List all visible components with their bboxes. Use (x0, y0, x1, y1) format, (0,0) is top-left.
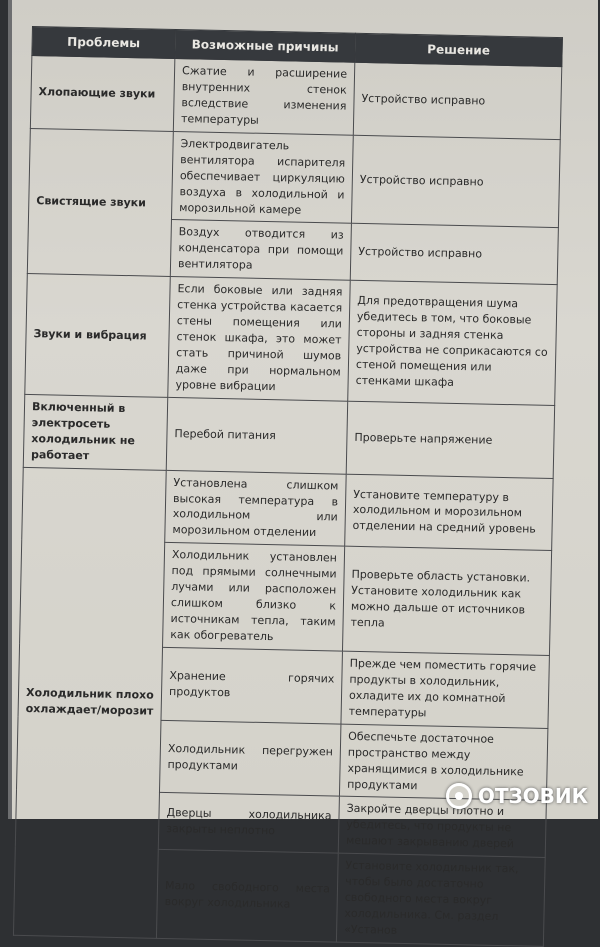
table-row (25, 274, 557, 406)
table-row (22, 467, 553, 551)
cause-cell: Сжатие и расширение внутренних стенок вследствие изменения температуры (173, 58, 354, 135)
watermark-text: ОТЗОВИК (477, 784, 588, 808)
table-row (23, 394, 554, 478)
solution-cell: Для предотвращения шума убедитесь в том, что боковые стороны и задняя стенка устройства не соприкасаются со стеной помещения или стенками шкафа (348, 280, 557, 405)
header-solution: Решение (355, 33, 563, 66)
problem-cell: Звуки и вибрация (25, 274, 170, 398)
solution-cell: Закройте дверцы плотно и убедитесь, что продукты не мешают закрыванию дверей (338, 797, 546, 858)
otzovik-watermark (446, 783, 588, 809)
problem-cell: Холодильник плохо охлаждает/морозит (13, 467, 166, 938)
cause-cell: Холодильник перегружен продуктами (159, 720, 340, 797)
cause-cell: Воздух отводится из конденсатора при помощи вентилятора (170, 220, 351, 281)
solution-cell: Устройство исправно (351, 135, 560, 228)
solution-cell: Проверьте область установки. Установите холодильник как можно дальше от источников тепла (342, 546, 551, 655)
problem-cell: Хлопающие звуки (30, 56, 174, 132)
otzovik-logo-icon (446, 783, 472, 809)
solution-cell: Обеспечьте достаточное пространство между хранящимися в холодильнике продуктами (339, 724, 547, 801)
solution-cell: Устройство исправно (353, 62, 561, 139)
cause-cell: Хранение горячих продуктов (161, 647, 342, 724)
solution-cell: Прежде чем поместить горячие продукты в холодильник, охладите их до комнатной температуры (341, 651, 549, 728)
cause-cell: Установлена слишком высокая температура в холодильном или морозильном отделении (165, 470, 346, 547)
cause-cell: Мало свободного места вокруг холодильника (156, 850, 338, 942)
table-row (29, 128, 561, 228)
cause-cell: Если боковые или задняя стенка устройства касается стены помещения или стенок шкафа, это может стать причиной шумов даже при нормальном уровне вибрации (168, 277, 350, 401)
header-problems: Проблемы (32, 27, 176, 59)
header-causes: Возможные причины (175, 30, 356, 63)
book-page (8, 0, 598, 937)
solution-cell: Установите температуру в холодильном и морозильном отделении на средний уровень (345, 474, 553, 551)
table-row (30, 56, 561, 140)
cause-cell: Перебой питания (166, 397, 347, 474)
cause-cell: Холодильник установлен под прямыми солнечными лучами или расположен слишком близко к источникам тепла, таким как обогреватель (163, 543, 345, 651)
problem-cell: Свистящие звуки (27, 128, 173, 276)
solution-cell: Проверьте напряжение (346, 401, 554, 478)
cause-cell: Электродвигатель вентилятора испарителя обеспечивает циркуляцию воздуха в холодильной и морозильной камере (171, 131, 353, 223)
cause-cell: Дверцы холодильника закрыты неплотно (158, 793, 339, 854)
solution-cell: Устройство исправно (350, 224, 558, 285)
solution-cell: Установите холодильник так, чтобы было достаточно свободного места вокруг холодильника. См. раздел «Установ (336, 853, 545, 946)
problem-cell: Включенный в электросеть холодильник не работает (23, 394, 167, 470)
